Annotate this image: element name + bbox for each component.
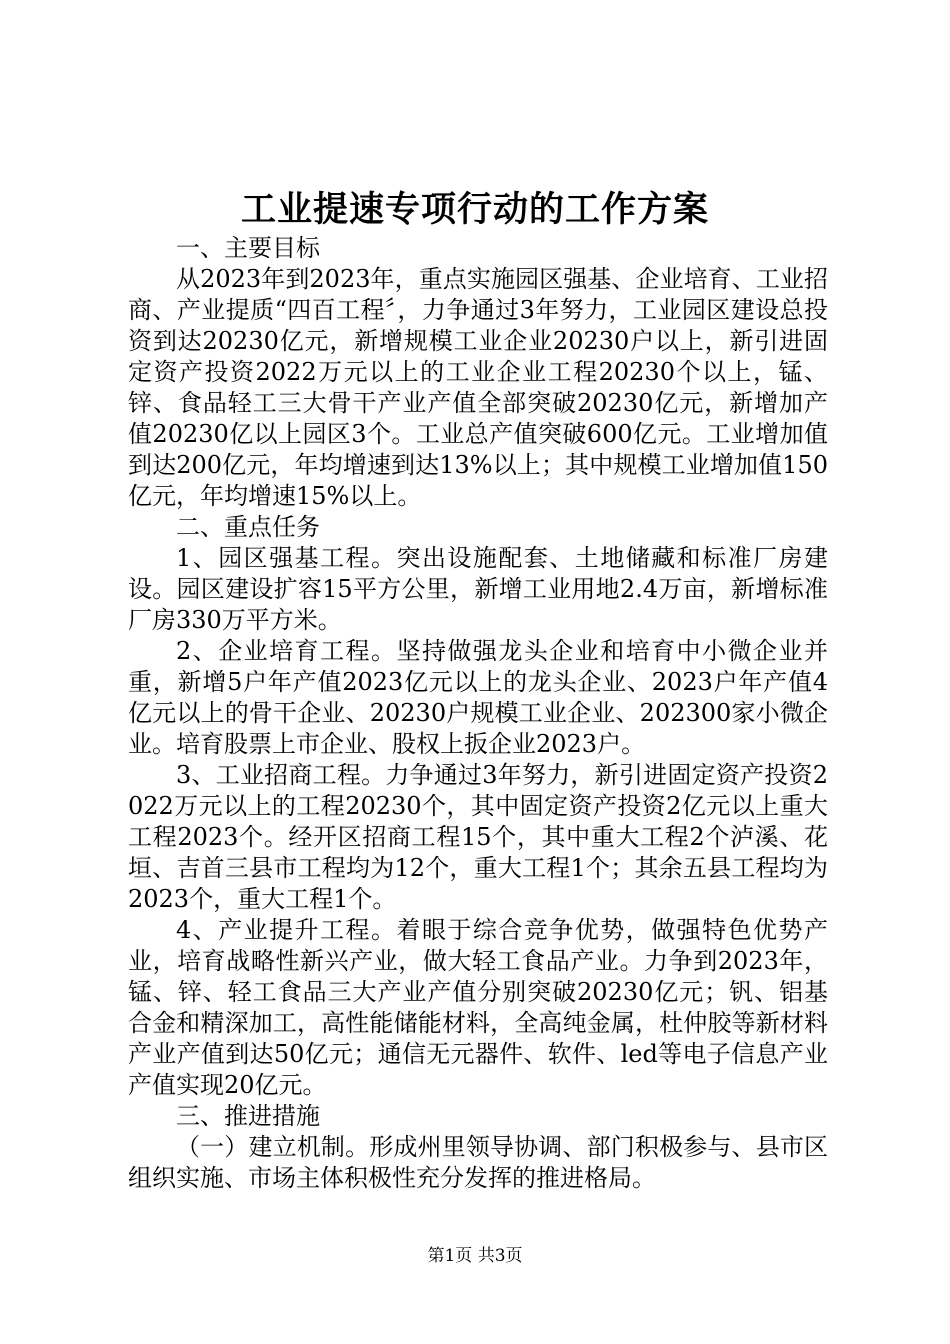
paragraph-task-1: 1、园区强基工程。突出设施配套、土地储藏和标准厂房建设。园区建设扩容15平方公里，新增工业用地2.4万亩，新增标准厂房330万平方米。: [128, 544, 828, 634]
section-heading-tasks: 二、重点任务: [176, 513, 320, 541]
page-footer: 第1页 共3页: [427, 1246, 523, 1266]
document-body: [128, 233, 828, 1194]
document-title: 工业提速专项行动的工作方案: [240, 189, 709, 230]
paragraph-task-3: 3、工业招商工程。力争通过3年努力，新引进固定资产投资2022万元以上的工程20230个，其中固定资产投资2亿元以上重大工程2023个。经开区招商工程15个，其中重大工程2个泸溪、花垣、吉首三县市工程均为12个，重大工程1个；其余五县工程均为2023个，重大工程1个。: [128, 761, 828, 913]
paragraph-measure-1: （一）建立机制。形成州里领导协调、部门积极参与、县市区组织实施、市场主体积极性充分发挥的推进格局。: [128, 1133, 828, 1192]
section-heading-measures: 三、推进措施: [176, 1102, 320, 1130]
paragraph-goals: 从2023年到2023年，重点实施园区强基、企业培育、工业招商、产业提质“四百工程〞，力争通过3年努力，工业园区建设总投资到达20230亿元，新增规模工业企业20230户以上，新引进固定资产投资2022万元以上的工业企业工程20230个以上，锰、锌、食品轻工三大骨干产业产值全部突破20230亿元，新增加产值20230亿以上园区3个。工业总产值突破600亿元。工业增加值到达200亿元，年均增速到达13%以上；其中规模工业增加值150亿元，年均增速15%以上。: [128, 265, 828, 510]
section-heading-goals: 一、主要目标: [176, 234, 320, 262]
paragraph-task-4: 4、产业提升工程。着眼于综合竞争优势，做强特色优势产业，培育战略性新兴产业，做大轻工食品产业。力争到2023年，锰、锌、轻工食品三大产业产值分别突破20230亿元；钒、铝基合金和精深加工，高性能储能材料，全高纯金属，杜仲胶等新材料产业产值到达50亿元；通信无元器件、软件、led等电子信息产业产值实现20亿元。: [128, 916, 828, 1099]
paragraph-task-2: 2、企业培育工程。坚持做强龙头企业和培育中小微企业并重，新增5户年产值2023亿元以上的龙头企业、2023户年产值4亿元以上的骨干企业、20230户规模工业企业、202300家小微企业。培育股票上市企业、股权上扳企业2023户。: [128, 637, 828, 758]
